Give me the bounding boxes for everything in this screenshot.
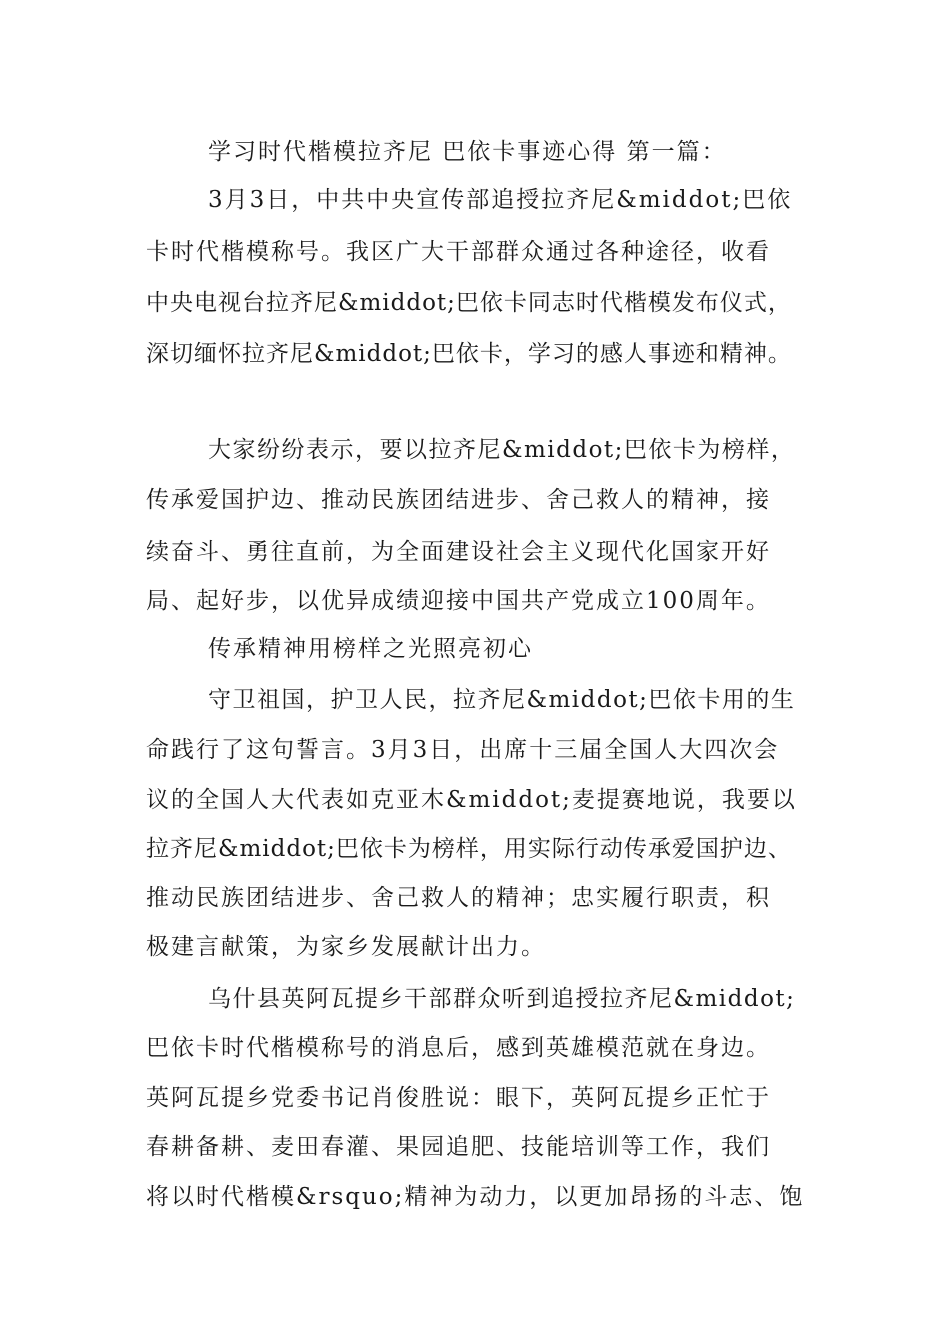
paragraph-line: 深切缅怀拉齐尼&middot;巴依卡，学习的感人事迹和精神。 [146,341,792,367]
paragraph-line: 推动民族团结进步、舍己救人的精神；忠实履行职责，积 [146,885,771,911]
paragraph-line: 命践行了这句誓言。3月3日，出席十三届全国人大四次会 [146,737,780,763]
paragraph-line: 巴依卡时代楷模称号的消息后，感到英雄模范就在身边。 [146,1035,771,1061]
paragraph-line: 3月3日，中共中央宣传部追授拉齐尼&middot;巴依 [208,187,793,213]
paragraph-line: 英阿瓦提乡党委书记肖俊胜说：眼下，英阿瓦提乡正忙于 [146,1085,771,1111]
paragraph-line: 拉齐尼&middot;巴依卡为榜样，用实际行动传承爱国护边、 [146,836,792,862]
document-title: 学习时代楷模拉齐尼 巴依卡事迹心得 第一篇： [208,139,727,165]
paragraph-line: 大家纷纷表示，要以拉齐尼&middot;巴依卡为榜样， [208,437,796,463]
paragraph-line: 传承爱国护边、推动民族团结进步、舍己救人的精神，接 [146,487,771,513]
paragraph-line: 乌什县英阿瓦提乡干部群众听到追授拉齐尼&middot; [208,986,796,1012]
paragraph-line: 局、起好步，以优异成绩迎接中国共产党成立100周年。 [146,588,771,614]
paragraph-line: 议的全国人大代表如克亚木&middot;麦提赛地说，我要以 [146,787,797,813]
paragraph-line: 卡时代楷模称号。我区广大干部群众通过各种途径，收看 [146,239,771,265]
paragraph-line: 守卫祖国，护卫人民，拉齐尼&middot;巴依卡用的生 [208,687,796,713]
paragraph-line: 极建言献策，为家乡发展献计出力。 [146,934,546,960]
section-heading: 传承精神用榜样之光照亮初心 [208,636,533,662]
paragraph-line: 续奋斗、勇往直前，为全面建设社会主义现代化国家开好 [146,539,771,565]
paragraph-line: 中央电视台拉齐尼&middot;巴依卡同志时代楷模发布仪式， [146,290,792,316]
paragraph-line: 将以时代楷模&rsquo;精神为动力，以更加昂扬的斗志、饱 [146,1184,805,1210]
paragraph-line: 春耕备耕、麦田春灌、果园追肥、技能培训等工作，我们 [146,1134,771,1160]
